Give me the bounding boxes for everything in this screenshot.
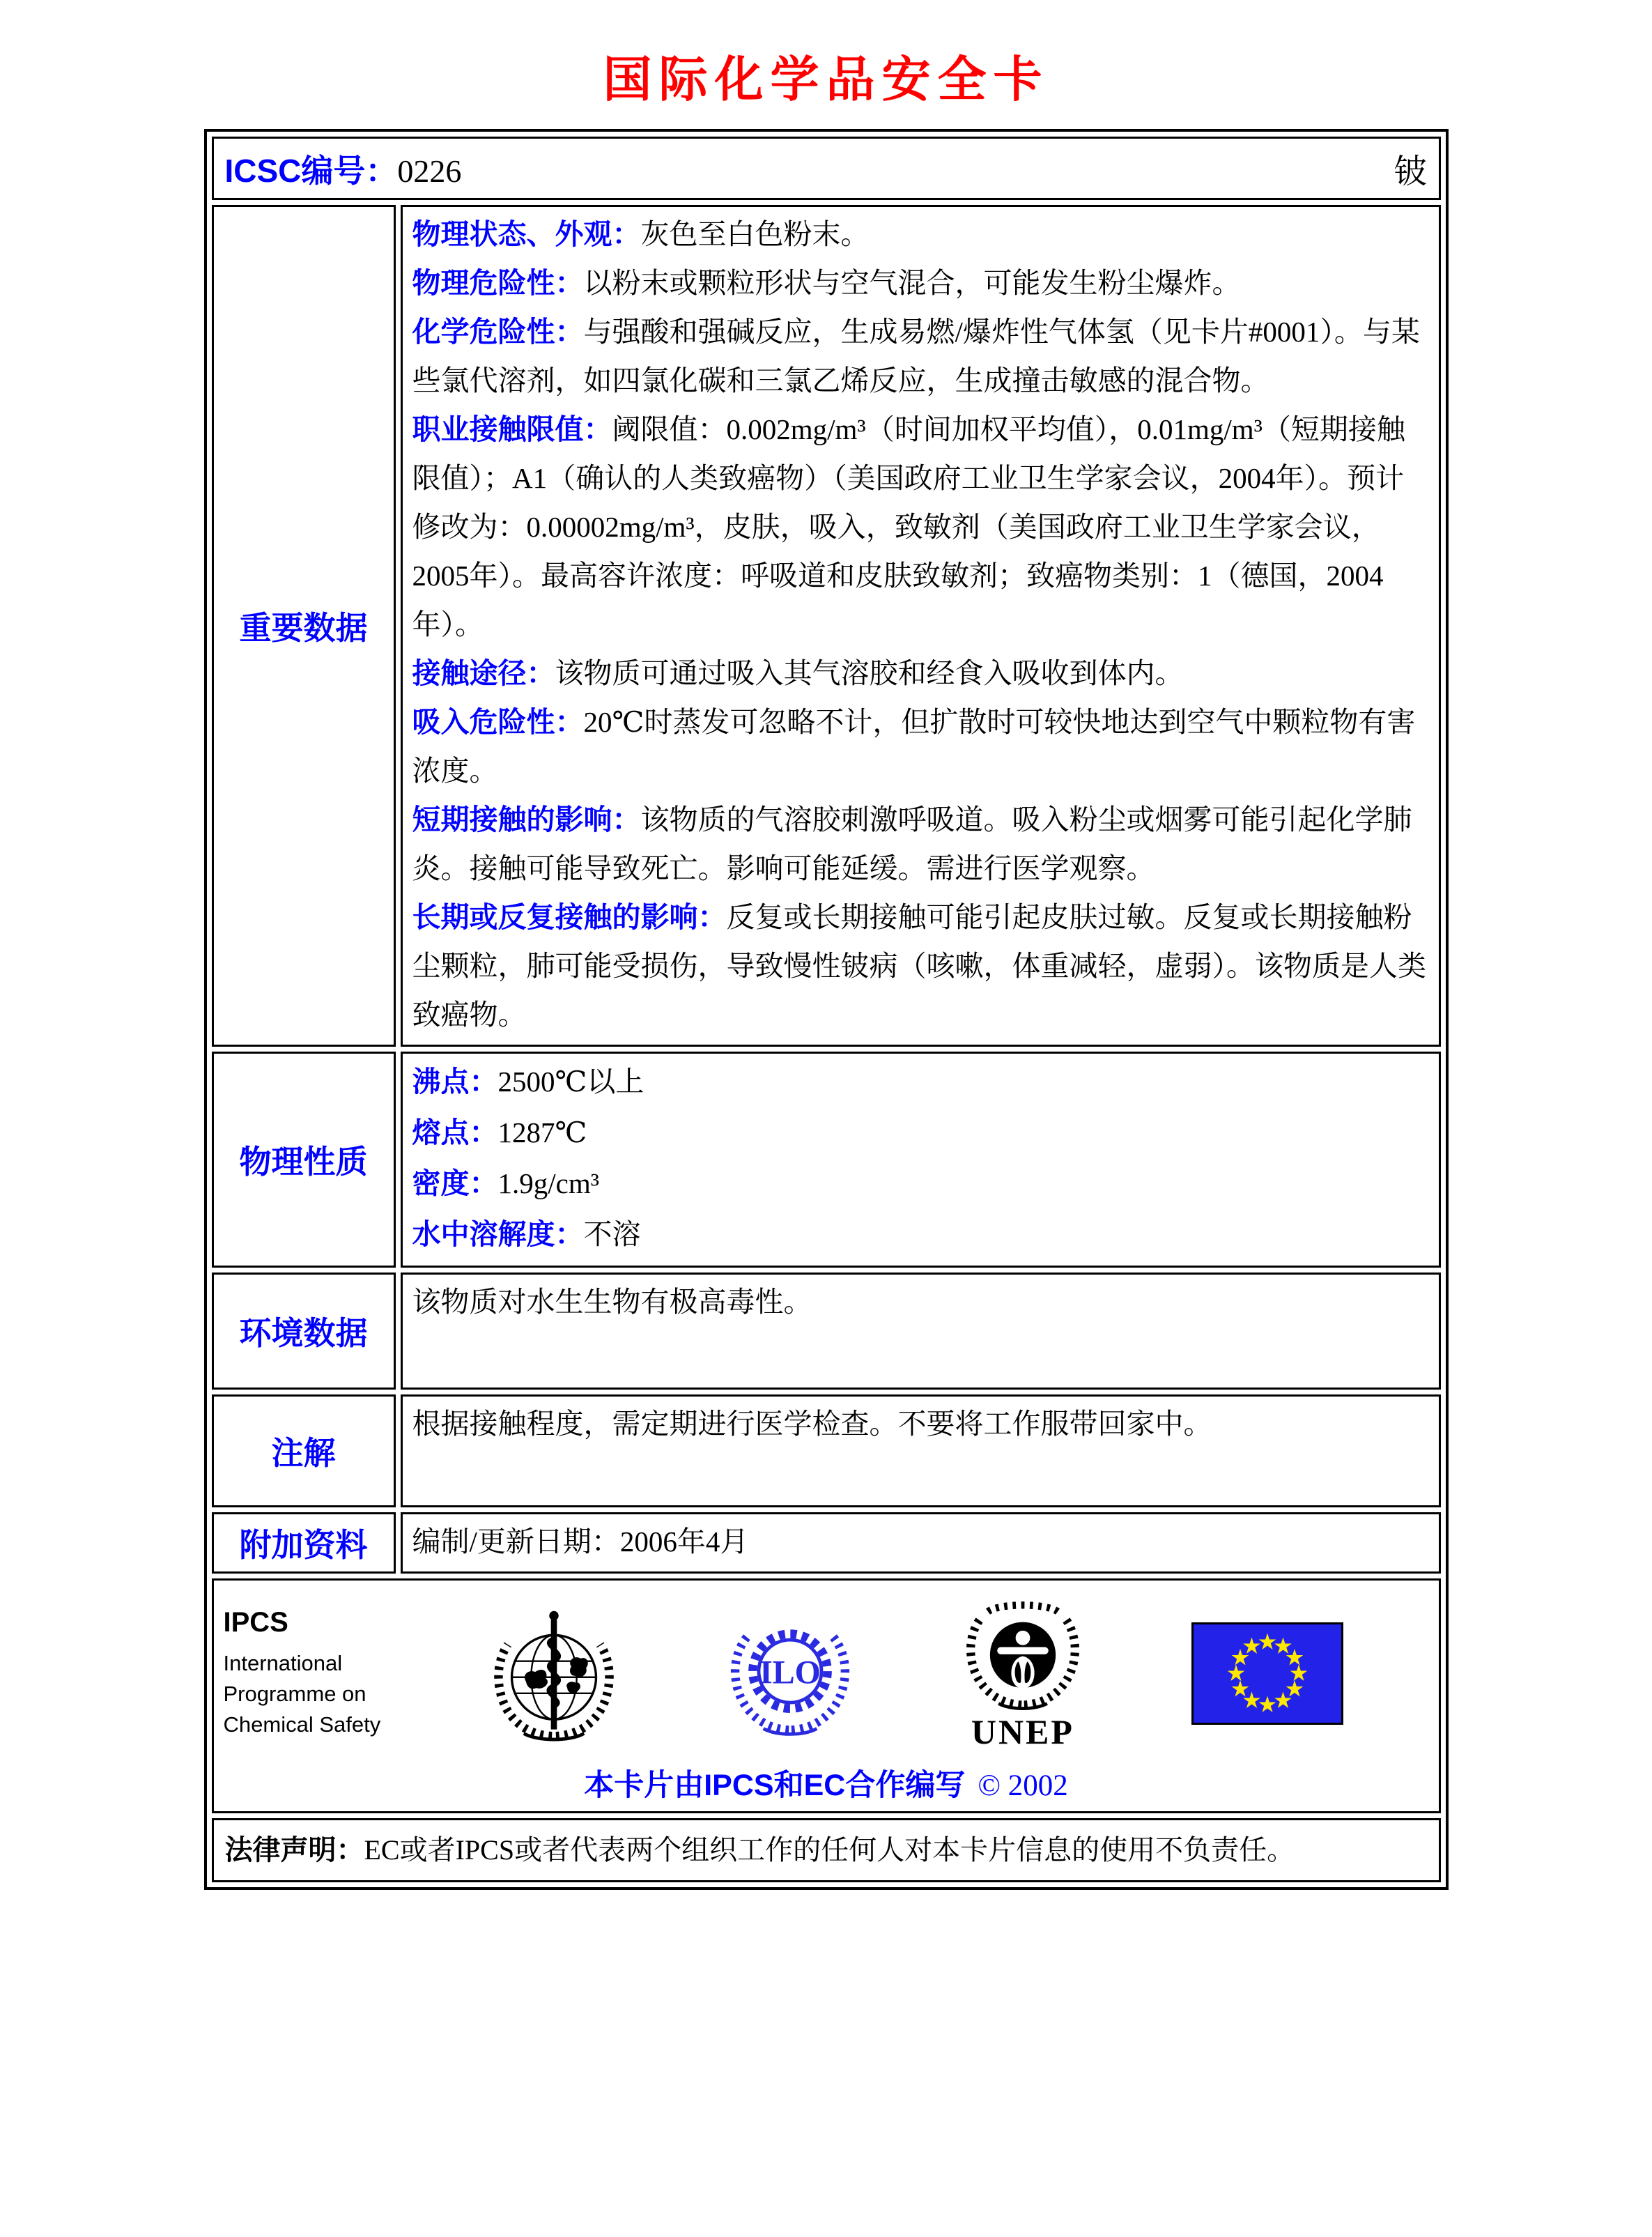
field-value: 以粉末或颗粒形状与空气混合，可能发生粉尘爆炸。 xyxy=(583,267,1241,299)
field-water-solubility xyxy=(412,1209,1429,1260)
section-label-physical-properties: 物理性质 xyxy=(212,1052,396,1268)
field-environmental-text: 该物质对水生生物有极高毒性。 xyxy=(412,1286,812,1318)
header-content xyxy=(225,144,1428,192)
field-label: 密度： xyxy=(412,1167,498,1199)
unep-logo-block xyxy=(960,1594,1086,1752)
section-row-environmental-data xyxy=(212,1273,1441,1390)
field-value: 阈限值：0.002mg/m³（时间加权平均值），0.01mg/m³（短期接触限值）；A1（确认的人类致癌物）（美国政府工业卫生学家会议，2004年）。预计修改为：0.00002mg/m³，皮肤，吸入，致敏剂（美国政府工业卫生学家会议，2005年）。最高容许浓度：呼吸道和皮肤致敏剂；致癌物类别：1（德国，2004年）。 xyxy=(412,413,1405,640)
field-label: 水中溶解度： xyxy=(412,1218,584,1250)
section-content-physical-properties xyxy=(401,1052,1441,1268)
icsc-number-value: 0226 xyxy=(397,153,462,189)
ipcs-acronym: IPCS xyxy=(223,1606,288,1638)
icsc-card-table xyxy=(204,129,1449,1890)
section-label-important-data: 重要数据 xyxy=(212,205,396,1047)
section-content-additional-info xyxy=(401,1512,1441,1574)
unep-logo-icon xyxy=(960,1594,1086,1710)
field-value: 该物质的气溶胶刺激呼吸道。吸入粉尘或烟雾可能引起化学肺炎。接触可能导致死亡。影响可能延缓。需进行医学观察。 xyxy=(412,804,1412,884)
icsc-number xyxy=(225,146,462,192)
ipcs-line-1: International xyxy=(223,1650,343,1675)
field-physical-state xyxy=(412,210,1429,259)
section-row-additional-info xyxy=(212,1512,1441,1574)
field-value: 与强酸和强碱反应，生成易燃/爆炸性气体氢（见卡片#0001）。与某些氯代溶剂，如四氯化碳和三氯乙烯反应，生成撞击敏感的混合物。 xyxy=(412,316,1420,397)
field-value: 1287℃ xyxy=(497,1116,587,1148)
ilo-monogram: ILO xyxy=(759,1654,821,1691)
credit-line xyxy=(214,1762,1439,1804)
legal-label: 法律声明： xyxy=(224,1835,364,1866)
credit-text: 本卡片由IPCS和EC合作编写 xyxy=(584,1769,966,1802)
section-row-important-data xyxy=(212,205,1441,1047)
credit-year: © 2002 xyxy=(978,1769,1068,1802)
ipcs-line-3: Chemical Safety xyxy=(223,1712,381,1737)
page-title: 国际化学品安全卡 xyxy=(603,52,1049,107)
field-label: 接触途径： xyxy=(412,657,555,689)
field-update-date: 编制/更新日期：2006年4月 xyxy=(412,1525,749,1558)
field-value: 灰色至白色粉末。 xyxy=(640,218,870,250)
field-inhalation-risk xyxy=(412,698,1429,795)
legal-cell xyxy=(212,1818,1441,1882)
field-short-term-effects xyxy=(412,795,1429,893)
field-label: 沸点： xyxy=(412,1066,498,1098)
section-content-environmental-data xyxy=(401,1273,1441,1390)
field-value: 反复或长期接触可能引起皮肤过敏。反复或长期接触粉尘颗粒，肺可能受损伤，导致慢性铍病（咳嗽，体重减轻，虚弱）。该物质是人类致癌物。 xyxy=(412,901,1426,1031)
who-logo-icon xyxy=(487,1602,621,1744)
ilo-logo-icon xyxy=(727,1610,854,1737)
logo-strip xyxy=(214,1590,1439,1752)
field-notes-text: 根据接触程度，需定期进行医学检查。不要将工作服带回家中。 xyxy=(412,1408,1212,1440)
section-row-notes xyxy=(212,1394,1441,1507)
field-label: 熔点： xyxy=(412,1116,498,1148)
header-cell xyxy=(212,137,1441,200)
legal-row xyxy=(212,1818,1441,1882)
field-label: 吸入危险性： xyxy=(412,706,584,738)
field-density xyxy=(412,1158,1429,1209)
field-label: 短期接触的影响： xyxy=(412,804,641,836)
field-long-term-effects xyxy=(412,893,1429,1039)
field-chemical-hazard xyxy=(412,307,1429,405)
section-label-additional-info: 附加资料 xyxy=(212,1512,396,1574)
field-boiling-point xyxy=(412,1056,1429,1107)
ipcs-text-block xyxy=(224,1607,381,1740)
field-value: 该物质可通过吸入其气溶胶和经食入吸收到体内。 xyxy=(555,657,1184,689)
field-label: 物理状态、外观： xyxy=(412,218,641,250)
field-label: 长期或反复接触的影响： xyxy=(412,901,727,933)
field-melting-point xyxy=(412,1107,1429,1158)
field-label: 职业接触限值： xyxy=(412,413,612,445)
section-content-notes xyxy=(401,1394,1441,1507)
field-label: 物理危险性： xyxy=(412,267,584,299)
ipcs-line-2: Programme on xyxy=(223,1681,366,1706)
section-label-environmental-data: 环境数据 xyxy=(212,1273,396,1390)
eu-flag-icon xyxy=(1191,1622,1343,1725)
field-value: 1.9g/cm³ xyxy=(497,1167,600,1199)
section-label-notes: 注解 xyxy=(212,1394,396,1507)
logos-cell xyxy=(212,1578,1441,1813)
icsc-number-label: ICSC编号： xyxy=(224,152,398,189)
field-exposure-routes xyxy=(412,649,1429,698)
field-value: 2500℃以上 xyxy=(497,1066,644,1098)
substance-name: 铍 xyxy=(1394,153,1428,190)
field-label: 化学危险性： xyxy=(412,316,584,348)
header-row xyxy=(212,137,1441,200)
logos-row xyxy=(212,1578,1441,1813)
field-value: 不溶 xyxy=(583,1218,641,1250)
legal-text: EC或者IPCS或者代表两个组织工作的任何人对本卡片信息的使用不负责任。 xyxy=(364,1834,1295,1866)
field-value: 20℃时蒸发可忽略不计，但扩散时可较快地达到空气中颗粒物有害浓度。 xyxy=(412,706,1416,787)
field-occupational-limits xyxy=(412,405,1429,649)
section-content-important-data xyxy=(401,205,1441,1047)
field-physical-hazard xyxy=(412,259,1429,307)
unep-wordmark: UNEP xyxy=(971,1712,1074,1751)
section-row-physical-properties xyxy=(212,1052,1441,1268)
